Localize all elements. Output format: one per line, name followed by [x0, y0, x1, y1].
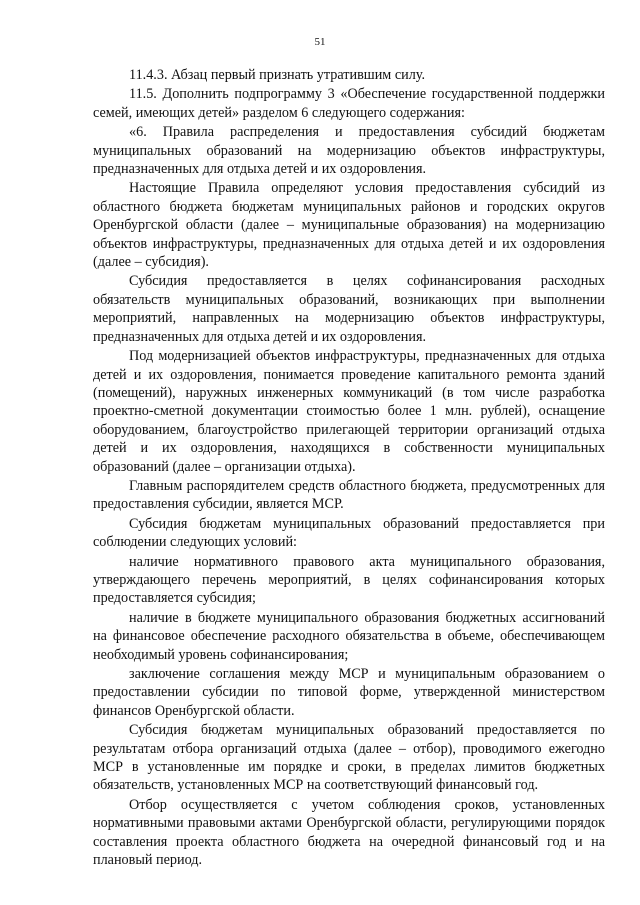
paragraph: Субсидия предоставляется в целях софинансирования расходных обязательств муниципальных образований, возникающих при выполнении мероприятий, направленных на модернизацию объектов инфраструктуры, предназначенных для отдыха детей и их оздоровления.	[93, 273, 605, 345]
paragraph: 11.5. Дополнить подпрограмму 3 «Обеспечение государственной поддержки семей, имеющих детей» разделом 6 следующего содержания:	[93, 86, 605, 121]
paragraph: заключение соглашения между МСР и муниципальным образованием о предоставлении субсидии по типовой форме, утвержденной министерством финансов Оренбургской области.	[93, 666, 605, 719]
paragraph: «6. Правила распределения и предоставления субсидий бюджетам муниципальных образований на модернизацию объектов инфраструктуры, предназначенных для отдыха детей и их оздоровления.	[93, 124, 605, 178]
paragraph: 11.4.3. Абзац первый признать утратившим силу.	[129, 67, 426, 83]
page-number: 51	[314, 36, 326, 48]
paragraph: Отбор осуществляется с учетом соблюдения сроков, установленных нормативными правовыми актами Оренбургской области, регулирующими порядок составления проекта областного бюджета на очередной финансовый год и на плановый период.	[93, 796, 605, 869]
paragraph: Субсидия бюджетам муниципальных образований предоставляется по результатам отбора организаций отдыха (далее – отбор), проводимого ежегодно МСР в установленные им порядке и сроки, в пределах лимитов бюджетных обязательств, установленных МСР на соответствующий финансовый год.	[93, 722, 605, 794]
document-body	[93, 66, 605, 869]
paragraph: наличие нормативного правового акта муниципального образования, утверждающего перечень мероприятий, в целях софинансирования которых предоставляется субсидия;	[93, 553, 605, 607]
paragraph: Под модернизацией объектов инфраструктуры, предназначенных для отдыха детей и их оздоровления, понимается проведение капитального ремонта зданий (помещений), наружных инженерных коммуникаций (в том числе разработка проектно-сметной документации стоимостью более 1 млн. рублей), оснащение оборудованием, благоустройство прилегающей территории организаций отдыха детей и их оздоровления, находящихся в собственности муниципальных образований (далее – организации отдыха).	[93, 348, 605, 475]
paragraph: наличие в бюджете муниципального образования бюджетных ассигнований на финансовое обеспечение расходного обязательства в объеме, обеспечивающем необходимый уровень софинансирования;	[93, 609, 605, 663]
paragraph: Главным распорядителем средств областного бюджета, предусмотренных для предоставления субсидии, является МСР.	[93, 477, 605, 513]
paragraph: Субсидия бюджетам муниципальных образований предоставляется при соблюдении следующих условий:	[93, 515, 605, 551]
paragraph: Настоящие Правила определяют условия предоставления субсидий из областного бюджета бюджетам муниципальных районов и городских округов Оренбургской области (далее – муниципальные образования) на модернизацию объектов инфраструктуры, предназначенных для отдыха детей и их оздоровления (далее – субсидия).	[93, 180, 605, 271]
